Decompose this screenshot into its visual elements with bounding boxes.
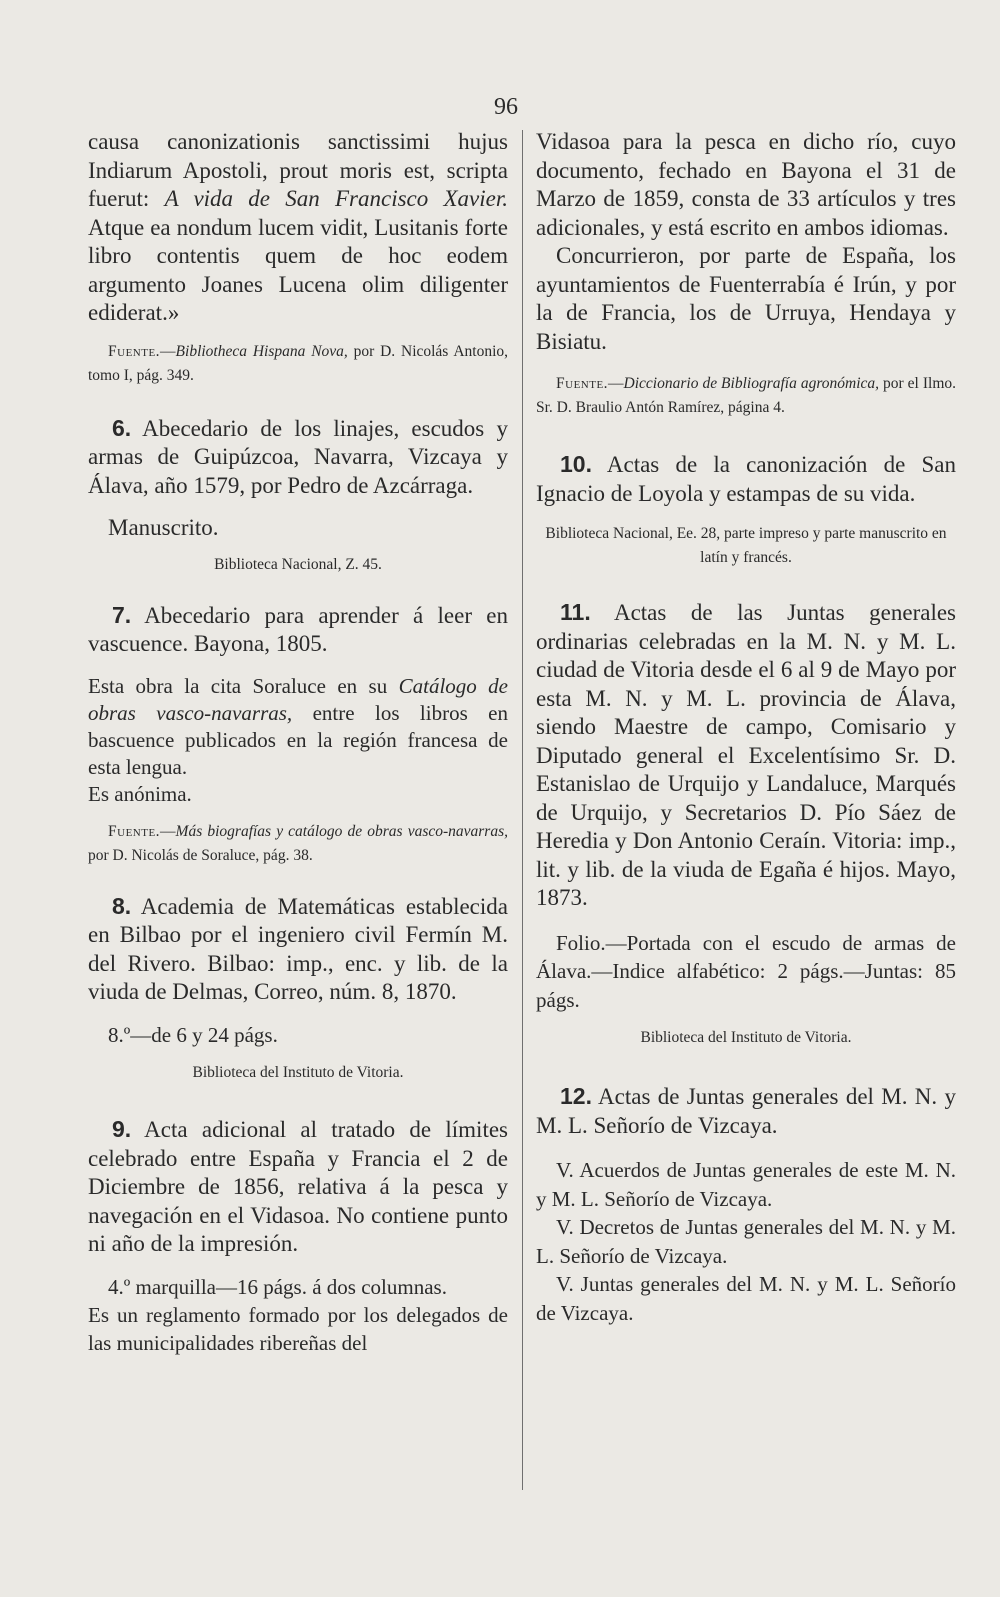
entry-12-reference: V. Decretos de Juntas generales del M. N. y M. L. Señorío de Vizcaya. <box>536 1215 956 1268</box>
entry-7: 7. Abecedario para aprender á leer en vascuence. Bayona, 1805. <box>88 601 508 656</box>
entry-9: 9. Acta adicional al tratado de límites celebrado entre España y Francia el 2 de Diciembre de 1856, relativa á la pesca y navegación en el Vidasoa. No contiene punto ni año de la impresión. <box>88 1116 508 1256</box>
right-column <box>536 128 956 1327</box>
entry-11-library: Biblioteca del Instituto de Vitoria. <box>640 1029 852 1046</box>
entry-11: 11. Actas de las Juntas generales ordinarias celebradas en la M. N. y M. L. ciudad de Vitoria desde el 6 al 9 de Mayo por esta M. N. y M. L. provincia de Álava, siendo Maestre de campo, Comisario y Diputado general el Excelentísimo Sr. D. Estanislao de Urquijo y Landaluce, Marqués de Urquijo, y Secretarios D. Pío Sáez de Heredia y Don Antonio Ceraín. Vitoria: imp., lit. y lib. de la viuda de Egaña é hijos. Mayo, 1873. <box>536 599 956 910</box>
entry-9-format: 4.º marquilla—16 págs. á dos columnas. <box>108 1274 447 1299</box>
entry-9-continued: Vidasoa para la pesca en dicho río, cuyo documento, fechado en Bayona el 31 de Marzo de 1859, consta de 33 artículos y tres adicionales, y está escrito en ambos idiomas. <box>536 129 956 240</box>
intro-paragraph: causa canonizationis sanctissimi hujus Indiarum Apostoli, prout moris est, scripta fuerut: A vida de San Francisco Xavier. Atque ea nondum lucem vidit, Lusitanis forte libro contentis quem de hoc eodem argumento Joanes Lucena olim diligenter ediderat.» <box>88 129 508 325</box>
entry-10-library: Biblioteca Nacional, Ee. 28, parte impreso y parte manuscrito en latín y francés. <box>545 525 947 566</box>
source-note: Fuente.—Bibliotheca Hispana Nova, por D. Nicolás Antonio, tomo I, pág. 349. <box>88 342 508 384</box>
entry-11-format: Folio.—Portada con el escudo de armas de Álava.—Indice alfabético: 2 págs.—Juntas: 85 págs. <box>536 930 956 1012</box>
entry-12-reference: V. Acuerdos de Juntas generales de este M. N. y M. L. Señorío de Vizcaya. <box>536 1158 956 1211</box>
entry-7-anonymous: Es anónima. <box>88 781 192 806</box>
entry-9-description: Es un reglamento formado por los delegados de las municipalidades ribereñas del <box>88 1303 508 1355</box>
entry-7-description: Esta obra la cita Soraluce en su Catálogo de obras vasco-navarras, entre los libros en bascuence publicados en la región francesa de esta lengua. <box>88 673 508 779</box>
entry-6-library: Biblioteca Nacional, Z. 45. <box>214 555 382 573</box>
entry-10: 10. Actas de la canonización de San Ignacio de Loyola y estampas de su vida. <box>536 451 956 506</box>
left-column <box>88 128 508 1357</box>
source-note: Fuente.—Más biografías y catálogo de obras vasco-navarras, por D. Nicolás de Soraluce, pág. 38. <box>88 822 508 864</box>
entry-8-library: Biblioteca del Instituto de Vitoria. <box>192 1064 404 1081</box>
page-number: 96 <box>494 94 518 120</box>
source-note: Fuente.—Diccionario de Bibliografía agronómica, por el Ilmo. Sr. D. Braulio Antón Ramírez, página 4. <box>536 375 957 416</box>
entry-6-note: Manuscrito. <box>108 515 219 540</box>
entry-8-format: 8.º—de 6 y 24 págs. <box>108 1022 278 1047</box>
entry-12: 12. Actas de Juntas generales del M. N. y M. L. Señorío de Vizcaya. <box>536 1083 956 1138</box>
entry-8: 8. Academia de Matemáticas establecida en Bilbao por el ingeniero civil Fermín M. del Rivero. Bilbao: imp., enc. y lib. de la viuda de Delmas, Correo, núm. 8, 1870. <box>88 892 508 1004</box>
column-divider <box>522 130 523 1490</box>
entry-12-reference: V. Juntas generales del M. N. y M. L. Señorío de Vizcaya. <box>536 1272 956 1325</box>
entry-6: 6. Abecedario de los linajes, escudos y armas de Guipúzcoa, Navarra, Vizcaya y Álava, año 1579, por Pedro de Azcárraga. <box>88 414 508 498</box>
entry-9-continued-2: Concurrieron, por parte de España, los ayuntamientos de Fuenterrabía é Irún, y por la de Francia, los de Urruya, Hendaya y Bisiatu. <box>536 243 956 354</box>
